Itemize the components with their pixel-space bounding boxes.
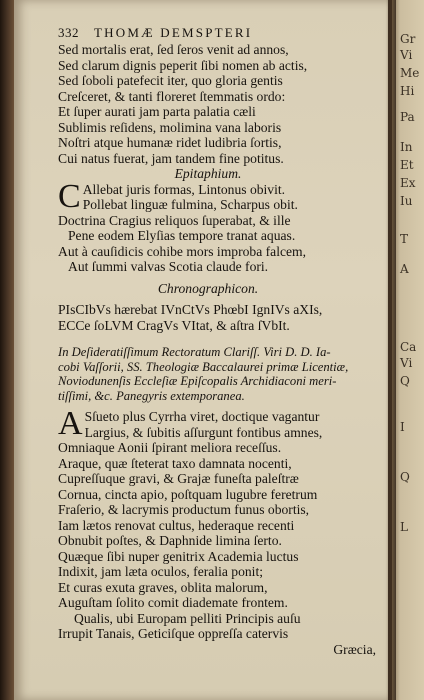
chronogram-heading: Chronographicon.: [157, 280, 259, 296]
verse-line: Cornua, cincta apio, poſtquam lugubre feretrum: [58, 486, 318, 502]
facing-page-fragment: Gr: [400, 32, 416, 46]
verse-line: ECCe ſoLVM CragVs VItat, & aſtra ſVbIt.: [58, 317, 290, 333]
verse-line: Sed mortalis erat, ſed ſeros venit ad annos,: [58, 42, 289, 57]
page-number: 332: [58, 25, 79, 40]
catchword: Græcia,: [333, 641, 376, 657]
page-text: [58, 24, 394, 657]
facing-page-fragment: A: [400, 262, 409, 276]
page-gutter-shadow: [386, 0, 396, 700]
verse-line: Pollebat linguæ fulmina, Scharpus obit.: [82, 197, 298, 212]
verse-line: Et ſuper aurati jam parta palatia cæli: [58, 104, 256, 119]
dedication-line: Noviodunenſis Eccleſiæ Epiſcopalis Archidiaconi meri-: [58, 374, 337, 388]
poem-stanza: [58, 42, 394, 166]
facing-page-fragment: I: [400, 420, 405, 434]
chronogram: [58, 302, 394, 333]
verse-line: Allebat juris formas, Lintonus obivit.: [82, 181, 286, 197]
verse-line: Sed clarum dignis peperit ſibi nomen ab actis,: [58, 57, 308, 73]
verse-line: Qualis, ubi Europam pelliti Principis auſu: [74, 610, 301, 626]
verse-line: Fraſerio, & lacrymis productum funus obortis,: [58, 502, 310, 517]
verse-line: Sublimis reſidens, molimina vana laboris: [58, 119, 282, 135]
verse-line: Araque, quæ ſteterat taxo damnata nocenti,: [58, 455, 292, 471]
book-page: [14, 0, 388, 700]
book-binding: [0, 0, 14, 700]
verse-line: Obnubit poſtes, & Daphnide limina ſerto.: [58, 533, 282, 548]
epitaph: [58, 177, 394, 275]
facing-page-fragment: Pa: [400, 110, 415, 124]
epitaph-heading: Epitaphium.: [174, 166, 242, 181]
dedication-line: cobi Vaſſorii, SS. Theologiæ Baccalaurei primæ Licentiæ,: [58, 359, 349, 374]
dedication-heading: [58, 345, 394, 403]
facing-page-fragment: Vi: [400, 48, 413, 62]
facing-page-fragment: Me: [400, 66, 420, 80]
verse-line: Cui natus fuerat, jam tandem fine potitus.: [58, 150, 284, 166]
verse-line: Iam lætos renovat cultus, hederaque recenti: [58, 517, 295, 533]
facing-page-fragment: Iu: [400, 194, 413, 208]
verse-line: Sed ſoboli patefecit iter, quo gloria gentis: [58, 73, 283, 88]
verse-line: Et curas exuta graves, oblita malorum,: [58, 579, 268, 595]
drop-cap: C: [58, 177, 81, 215]
facing-page-fragment: Q: [400, 470, 410, 484]
running-head: [58, 24, 394, 42]
facing-page-fragment: T: [400, 232, 409, 246]
panegyric: [58, 405, 394, 642]
dedication-line: tiſſimi, &c. Panegyris extemporanea.: [58, 388, 245, 403]
running-title: THOMÆ DEMSPTERI: [94, 25, 253, 40]
facing-page-fragment: Hi: [400, 84, 415, 98]
facing-page-fragment: Q: [400, 374, 410, 388]
verse-line: Creſceret, & tanti floreret ſtemmatis ordo:: [58, 88, 286, 104]
verse-line: Irrupit Tanais, Geticiſque oppreſſa catervis: [58, 626, 289, 641]
verse-line: Pene eodem Elyſias tempore tranat aquas.: [68, 228, 296, 243]
dedication-line: In Deſideratiſſimum Rectoratum Clariſſ. Viri D. D. Ia-: [58, 345, 331, 359]
verse-line: Noſtri atque humanæ ridet ludibria ſortis,: [58, 135, 282, 150]
facing-page-fragment: Et: [400, 158, 414, 172]
verse-line: Aut à cauſidicis cohibe mors improba falcem,: [58, 243, 307, 259]
facing-page-edge: [392, 0, 424, 700]
facing-page-fragment: Ca: [400, 340, 417, 354]
verse-line: Doctrina Cragius reliquos ſuperabat, & ille: [58, 212, 291, 228]
facing-page-fragment: In: [400, 140, 413, 154]
verse-line: Largius, & ſubitis aſſurgunt fontibus amnes,: [84, 424, 323, 440]
drop-cap: A: [58, 405, 83, 442]
facing-page-fragment: L: [400, 520, 408, 534]
verse-line: Indixit, jam læta oculos, feralia ponit;: [58, 564, 263, 579]
verse-line: PIsCIbVs hærebat IVnCtVs PhœbI IgnIVs aXIs,: [58, 302, 323, 317]
verse-line: Cupreſſuque gravi, & Grajæ funeſta paleſtræ: [58, 471, 299, 486]
facing-page-fragment: Vi: [400, 356, 413, 370]
verse-line: Sſueto plus Cyrrha viret, doctique vagantur: [84, 409, 320, 424]
verse-line: Aut ſummi valvas Scotia claude fori.: [68, 259, 269, 274]
verse-line: Omniaque Aonii ſpirant meliora receſſus.: [58, 440, 282, 455]
facing-page-fragment: Ex: [400, 176, 416, 190]
verse-line: Quæque ſibi nuper genitrix Academia luctus: [58, 548, 299, 564]
verse-line: Auguſtam ſolito comit diademate frontem.: [58, 595, 288, 610]
